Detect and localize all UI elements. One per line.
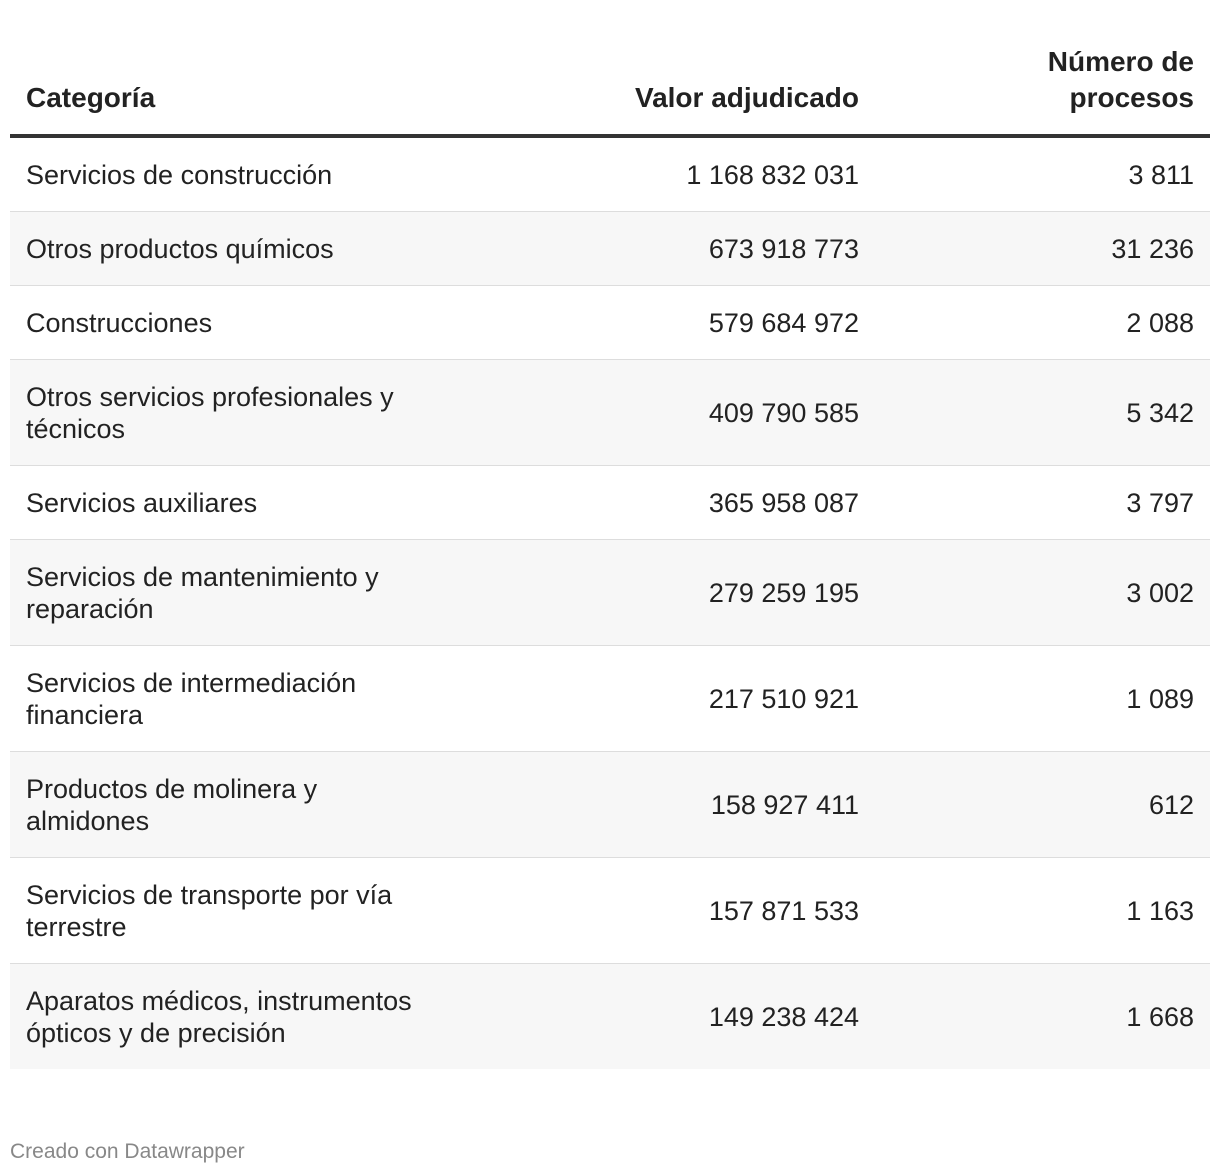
cell-categoria-text: Servicios de construcción: [26, 160, 333, 190]
column-header-numero-procesos[interactable]: [875, 0, 1210, 136]
cell-numero-procesos: 3 797: [875, 466, 1210, 540]
table-row: [10, 466, 1210, 540]
cell-valor-adjudicado: 1 168 832 031: [430, 136, 875, 212]
cell-numero-procesos: 2 088: [875, 286, 1210, 360]
cell-categoria: [10, 136, 430, 212]
cell-categoria: [10, 212, 430, 286]
cell-categoria-text: Construcciones: [26, 308, 213, 338]
cell-categoria: [10, 540, 430, 646]
data-table: [10, 0, 1210, 1069]
cell-valor-adjudicado: 673 918 773: [430, 212, 875, 286]
table-row: [10, 646, 1210, 752]
cell-numero-procesos: 612: [875, 752, 1210, 858]
cell-categoria-text: Servicios de mantenimiento y reparación: [26, 562, 379, 624]
column-header-categoria[interactable]: Categoría: [10, 0, 430, 136]
cell-valor-adjudicado: 579 684 972: [430, 286, 875, 360]
table-header-row: [10, 0, 1210, 136]
cell-categoria-text: Servicios auxiliares: [26, 488, 258, 518]
table-row: [10, 858, 1210, 964]
datawrapper-credit[interactable]: Creado con Datawrapper: [10, 1140, 245, 1163]
cell-numero-procesos: 1 089: [875, 646, 1210, 752]
cell-numero-procesos: 1 163: [875, 858, 1210, 964]
cell-categoria: [10, 964, 430, 1070]
cell-valor-adjudicado: 149 238 424: [430, 964, 875, 1070]
cell-categoria-text: Servicios de intermediación financiera: [26, 668, 357, 730]
cell-numero-procesos: 5 342: [875, 360, 1210, 466]
column-header-valor-adjudicado[interactable]: Valor adjudicado: [430, 0, 875, 136]
cell-valor-adjudicado: 279 259 195: [430, 540, 875, 646]
column-header-numero-procesos-label: Número de procesos: [1047, 46, 1194, 113]
cell-valor-adjudicado: 158 927 411: [430, 752, 875, 858]
cell-valor-adjudicado: 157 871 533: [430, 858, 875, 964]
table-row: [10, 964, 1210, 1070]
cell-categoria-text: Servicios de transporte por vía terrestre: [26, 880, 393, 942]
cell-categoria: [10, 360, 430, 466]
table-row: [10, 286, 1210, 360]
cell-numero-procesos: 3 002: [875, 540, 1210, 646]
cell-valor-adjudicado: 365 958 087: [430, 466, 875, 540]
cell-categoria: [10, 286, 430, 360]
table-row: [10, 212, 1210, 286]
cell-categoria-text: Productos de molinera y almidones: [26, 774, 318, 836]
cell-numero-procesos: 1 668: [875, 964, 1210, 1070]
cell-categoria: [10, 646, 430, 752]
table-row: [10, 360, 1210, 466]
cell-categoria: [10, 752, 430, 858]
cell-categoria-text: Otros servicios profesionales y técnicos: [26, 382, 394, 444]
data-table-container: [10, 0, 1210, 1069]
cell-numero-procesos: 3 811: [875, 136, 1210, 212]
cell-categoria-text: Aparatos médicos, instrumentos ópticos y de precisión: [26, 986, 412, 1048]
table-row: [10, 540, 1210, 646]
cell-categoria: [10, 858, 430, 964]
cell-categoria-text: Otros productos químicos: [26, 234, 334, 264]
cell-categoria: [10, 466, 430, 540]
table-row: [10, 136, 1210, 212]
cell-valor-adjudicado: 217 510 921: [430, 646, 875, 752]
cell-valor-adjudicado: 409 790 585: [430, 360, 875, 466]
cell-numero-procesos: 31 236: [875, 212, 1210, 286]
table-row: [10, 752, 1210, 858]
